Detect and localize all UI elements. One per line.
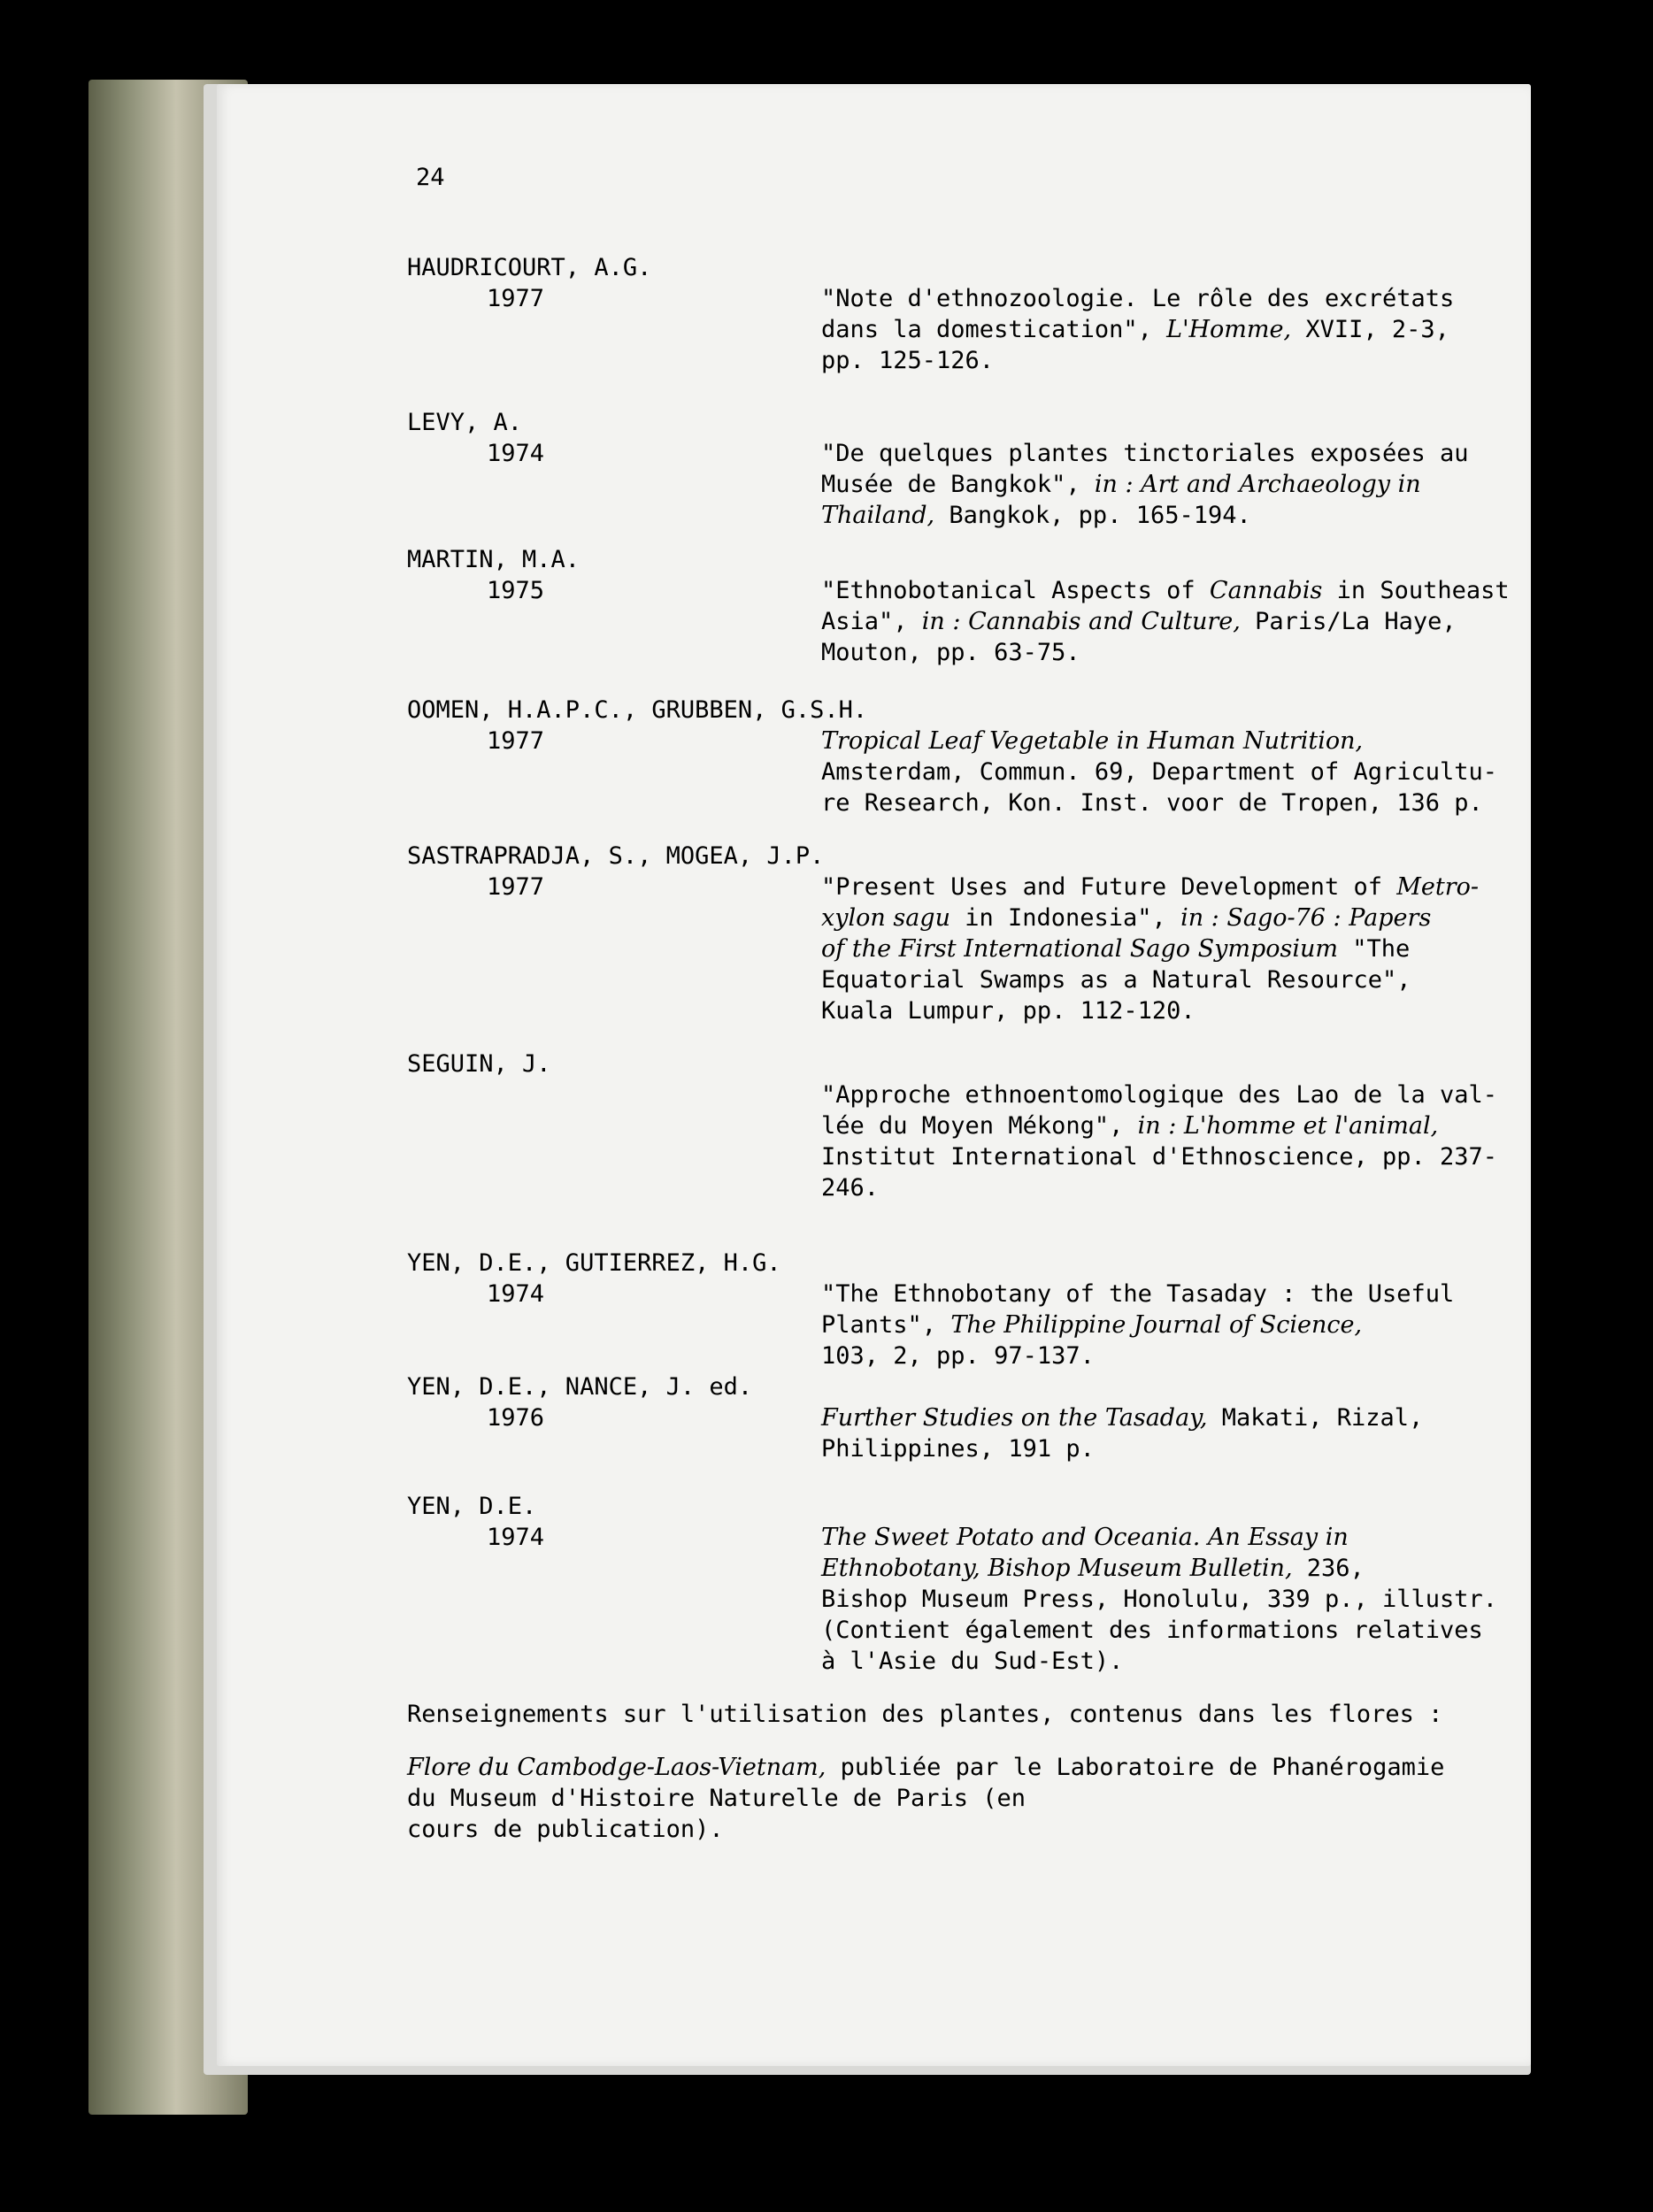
italic-text: in : L'homme et l'animal, bbox=[1137, 1112, 1439, 1140]
text-segment: 103, 2, pp. 97-137. bbox=[821, 1342, 1095, 1370]
italic-text: Cannabis bbox=[1209, 577, 1323, 604]
text-line bbox=[821, 902, 1525, 933]
text-segment: "The Ethnobotany of the Tasaday : the Useful bbox=[821, 1280, 1455, 1308]
text-line bbox=[821, 500, 1525, 531]
text-segment: lée du Moyen Mékong", bbox=[821, 1112, 1138, 1140]
text-line bbox=[821, 1141, 1525, 1172]
entry-author: SEGUIN, J. bbox=[407, 1050, 551, 1078]
entry-year: 1977 bbox=[487, 285, 545, 312]
entry-author: YEN, D.E. bbox=[407, 1493, 537, 1520]
text-segment: "Ethnobotanical Aspects of bbox=[821, 577, 1210, 604]
text-line bbox=[821, 1402, 1525, 1433]
entry-year: 1977 bbox=[487, 727, 545, 755]
text-line bbox=[407, 1783, 1522, 1814]
text-line bbox=[821, 757, 1525, 787]
entry-year: 1976 bbox=[487, 1404, 545, 1432]
bibliography-entry bbox=[407, 407, 1522, 529]
text-line bbox=[821, 606, 1525, 637]
text-segment: (Contient également des informations relatives bbox=[821, 1617, 1483, 1644]
text-line bbox=[821, 283, 1525, 314]
text-segment: Bishop Museum Press, Honolulu, 339 p., illustr. bbox=[821, 1586, 1498, 1613]
text-line bbox=[821, 1615, 1525, 1646]
text-line bbox=[821, 345, 1525, 376]
text-line bbox=[821, 1079, 1525, 1110]
text-segment: Bangkok, pp. 165-194. bbox=[934, 502, 1251, 529]
text-segment: 246. bbox=[821, 1174, 880, 1202]
text-segment: "Present Uses and Future Development of bbox=[821, 873, 1397, 901]
text-line bbox=[407, 1752, 1522, 1783]
entry-citation bbox=[821, 283, 1525, 376]
text-line bbox=[821, 314, 1525, 345]
text-line bbox=[821, 1110, 1525, 1141]
text-segment: Amsterdam, Commun. 69, Department of Agricultu- bbox=[821, 758, 1498, 786]
text-segment: dans la domestication", bbox=[821, 316, 1167, 343]
italic-text: Ethnobotany, Bishop Museum Bulletin, bbox=[821, 1555, 1293, 1582]
entry-author: SASTRAPRADJA, S., MOGEA, J.P. bbox=[407, 842, 825, 870]
note-heading: Renseignements sur l'utilisation des plantes, contenus dans les flores : bbox=[407, 1701, 1443, 1728]
text-segment: Philippines, 191 p. bbox=[821, 1435, 1095, 1463]
text-line bbox=[821, 1522, 1525, 1553]
entry-citation bbox=[821, 726, 1525, 818]
text-line bbox=[821, 637, 1525, 668]
italic-text: of the First International Sago Symposium bbox=[821, 935, 1339, 963]
italic-text: Metro- bbox=[1396, 873, 1479, 901]
italic-text: Thailand, bbox=[821, 502, 935, 529]
text-segment: in Indonesia", bbox=[950, 904, 1181, 932]
text-line bbox=[821, 1646, 1525, 1677]
text-segment: Mouton, pp. 63-75. bbox=[821, 639, 1080, 666]
entry-year: 1974 bbox=[487, 440, 545, 467]
text-line bbox=[821, 787, 1525, 818]
italic-text: The Philippine Journal of Science, bbox=[950, 1311, 1363, 1339]
text-line bbox=[821, 1584, 1525, 1615]
entry-citation bbox=[821, 1279, 1525, 1371]
bibliography-entry bbox=[407, 544, 1522, 666]
text-line bbox=[821, 469, 1525, 500]
text-line bbox=[821, 1279, 1525, 1310]
entry-year: 1977 bbox=[487, 873, 545, 901]
text-line bbox=[821, 933, 1525, 964]
entry-author: MARTIN, M.A. bbox=[407, 546, 580, 573]
italic-text: xylon sagu bbox=[821, 904, 950, 932]
text-segment: à l'Asie du Sud-Est). bbox=[821, 1647, 1124, 1675]
italic-text: in : Art and Archaeology in bbox=[1094, 471, 1421, 498]
entry-citation bbox=[821, 575, 1525, 668]
text-line bbox=[821, 1172, 1525, 1203]
text-segment: Equatorial Swamps as a Natural Resource", bbox=[821, 966, 1411, 994]
text-segment: Paris/La Haye, bbox=[1240, 608, 1457, 635]
entry-author: HAUDRICOURT, A.G. bbox=[407, 254, 652, 281]
text-segment: "Approche ethnoentomologique des Lao de la val- bbox=[821, 1081, 1498, 1109]
bibliography-entry bbox=[407, 1048, 1522, 1202]
bibliography-entry bbox=[407, 1491, 1522, 1675]
text-line bbox=[407, 1814, 1522, 1845]
entry-citation bbox=[821, 1402, 1525, 1464]
text-line bbox=[821, 1433, 1525, 1464]
italic-text: Tropical Leaf Vegetable in Human Nutrition, bbox=[821, 727, 1364, 755]
text-segment: cours de publication). bbox=[407, 1816, 724, 1843]
text-line bbox=[821, 575, 1525, 606]
text-segment: Plants", bbox=[821, 1311, 951, 1339]
text-segment: pp. 125-126. bbox=[821, 347, 995, 374]
text-segment: "Note d'ethnozoologie. Le rôle des excrétats bbox=[821, 285, 1455, 312]
text-line bbox=[821, 964, 1525, 995]
text-line bbox=[821, 726, 1525, 757]
entry-author: OOMEN, H.A.P.C., GRUBBEN, G.S.H. bbox=[407, 696, 868, 724]
entry-citation bbox=[821, 1079, 1525, 1203]
text-segment: XVII, 2-3, bbox=[1291, 316, 1449, 343]
entry-author: LEVY, A. bbox=[407, 409, 523, 436]
bibliography-entry bbox=[407, 841, 1522, 1025]
text-line bbox=[821, 872, 1525, 902]
text-segment: Musée de Bangkok", bbox=[821, 471, 1095, 498]
text-line bbox=[821, 995, 1525, 1026]
bibliography-entry bbox=[407, 252, 1522, 374]
bibliography-entry bbox=[407, 1371, 1522, 1463]
italic-text: in : Cannabis and Culture, bbox=[921, 608, 1241, 635]
note-body bbox=[407, 1752, 1522, 1845]
italic-text: L'Homme, bbox=[1166, 316, 1292, 343]
text-segment: "De quelques plantes tinctoriales exposées au bbox=[821, 440, 1469, 467]
italic-text: in : Sago-76 : Papers bbox=[1180, 904, 1432, 932]
italic-text: The Sweet Potato and Oceania. An Essay in bbox=[821, 1524, 1349, 1551]
page-number: 24 bbox=[416, 164, 445, 191]
entry-year: 1974 bbox=[487, 1280, 545, 1308]
text-line bbox=[821, 1340, 1525, 1371]
text-segment: du Museum d'Histoire Naturelle de Paris (en bbox=[407, 1785, 1026, 1812]
italic-text: Flore du Cambodge-Laos-Vietnam, bbox=[407, 1754, 826, 1781]
text-line bbox=[821, 1553, 1525, 1584]
text-line bbox=[821, 1310, 1525, 1340]
text-segment: re Research, Kon. Inst. voor de Tropen, 136 p. bbox=[821, 789, 1483, 817]
text-line bbox=[821, 438, 1525, 469]
italic-text: Further Studies on the Tasaday, bbox=[821, 1404, 1208, 1432]
text-segment: Asia", bbox=[821, 608, 922, 635]
text-segment: publiée par le Laboratoire de Phanérogamie bbox=[826, 1754, 1445, 1781]
entry-citation bbox=[821, 438, 1525, 531]
bibliography-entry bbox=[407, 1248, 1522, 1370]
text-segment: "The bbox=[1338, 935, 1411, 963]
text-segment: in Southeast bbox=[1322, 577, 1510, 604]
text-segment: 236, bbox=[1292, 1555, 1365, 1582]
text-segment: Kuala Lumpur, pp. 112-120. bbox=[821, 997, 1196, 1025]
bibliography-entry bbox=[407, 695, 1522, 817]
text-segment: Institut International d'Ethnoscience, pp. 237- bbox=[821, 1143, 1498, 1171]
entry-year: 1974 bbox=[487, 1524, 545, 1551]
entry-citation bbox=[821, 1522, 1525, 1677]
entry-author: YEN, D.E., GUTIERREZ, H.G. bbox=[407, 1249, 781, 1277]
text-segment: Makati, Rizal, bbox=[1207, 1404, 1424, 1432]
entry-author: YEN, D.E., NANCE, J. ed. bbox=[407, 1373, 753, 1401]
entry-citation bbox=[821, 872, 1525, 1026]
entry-year: 1975 bbox=[487, 577, 545, 604]
